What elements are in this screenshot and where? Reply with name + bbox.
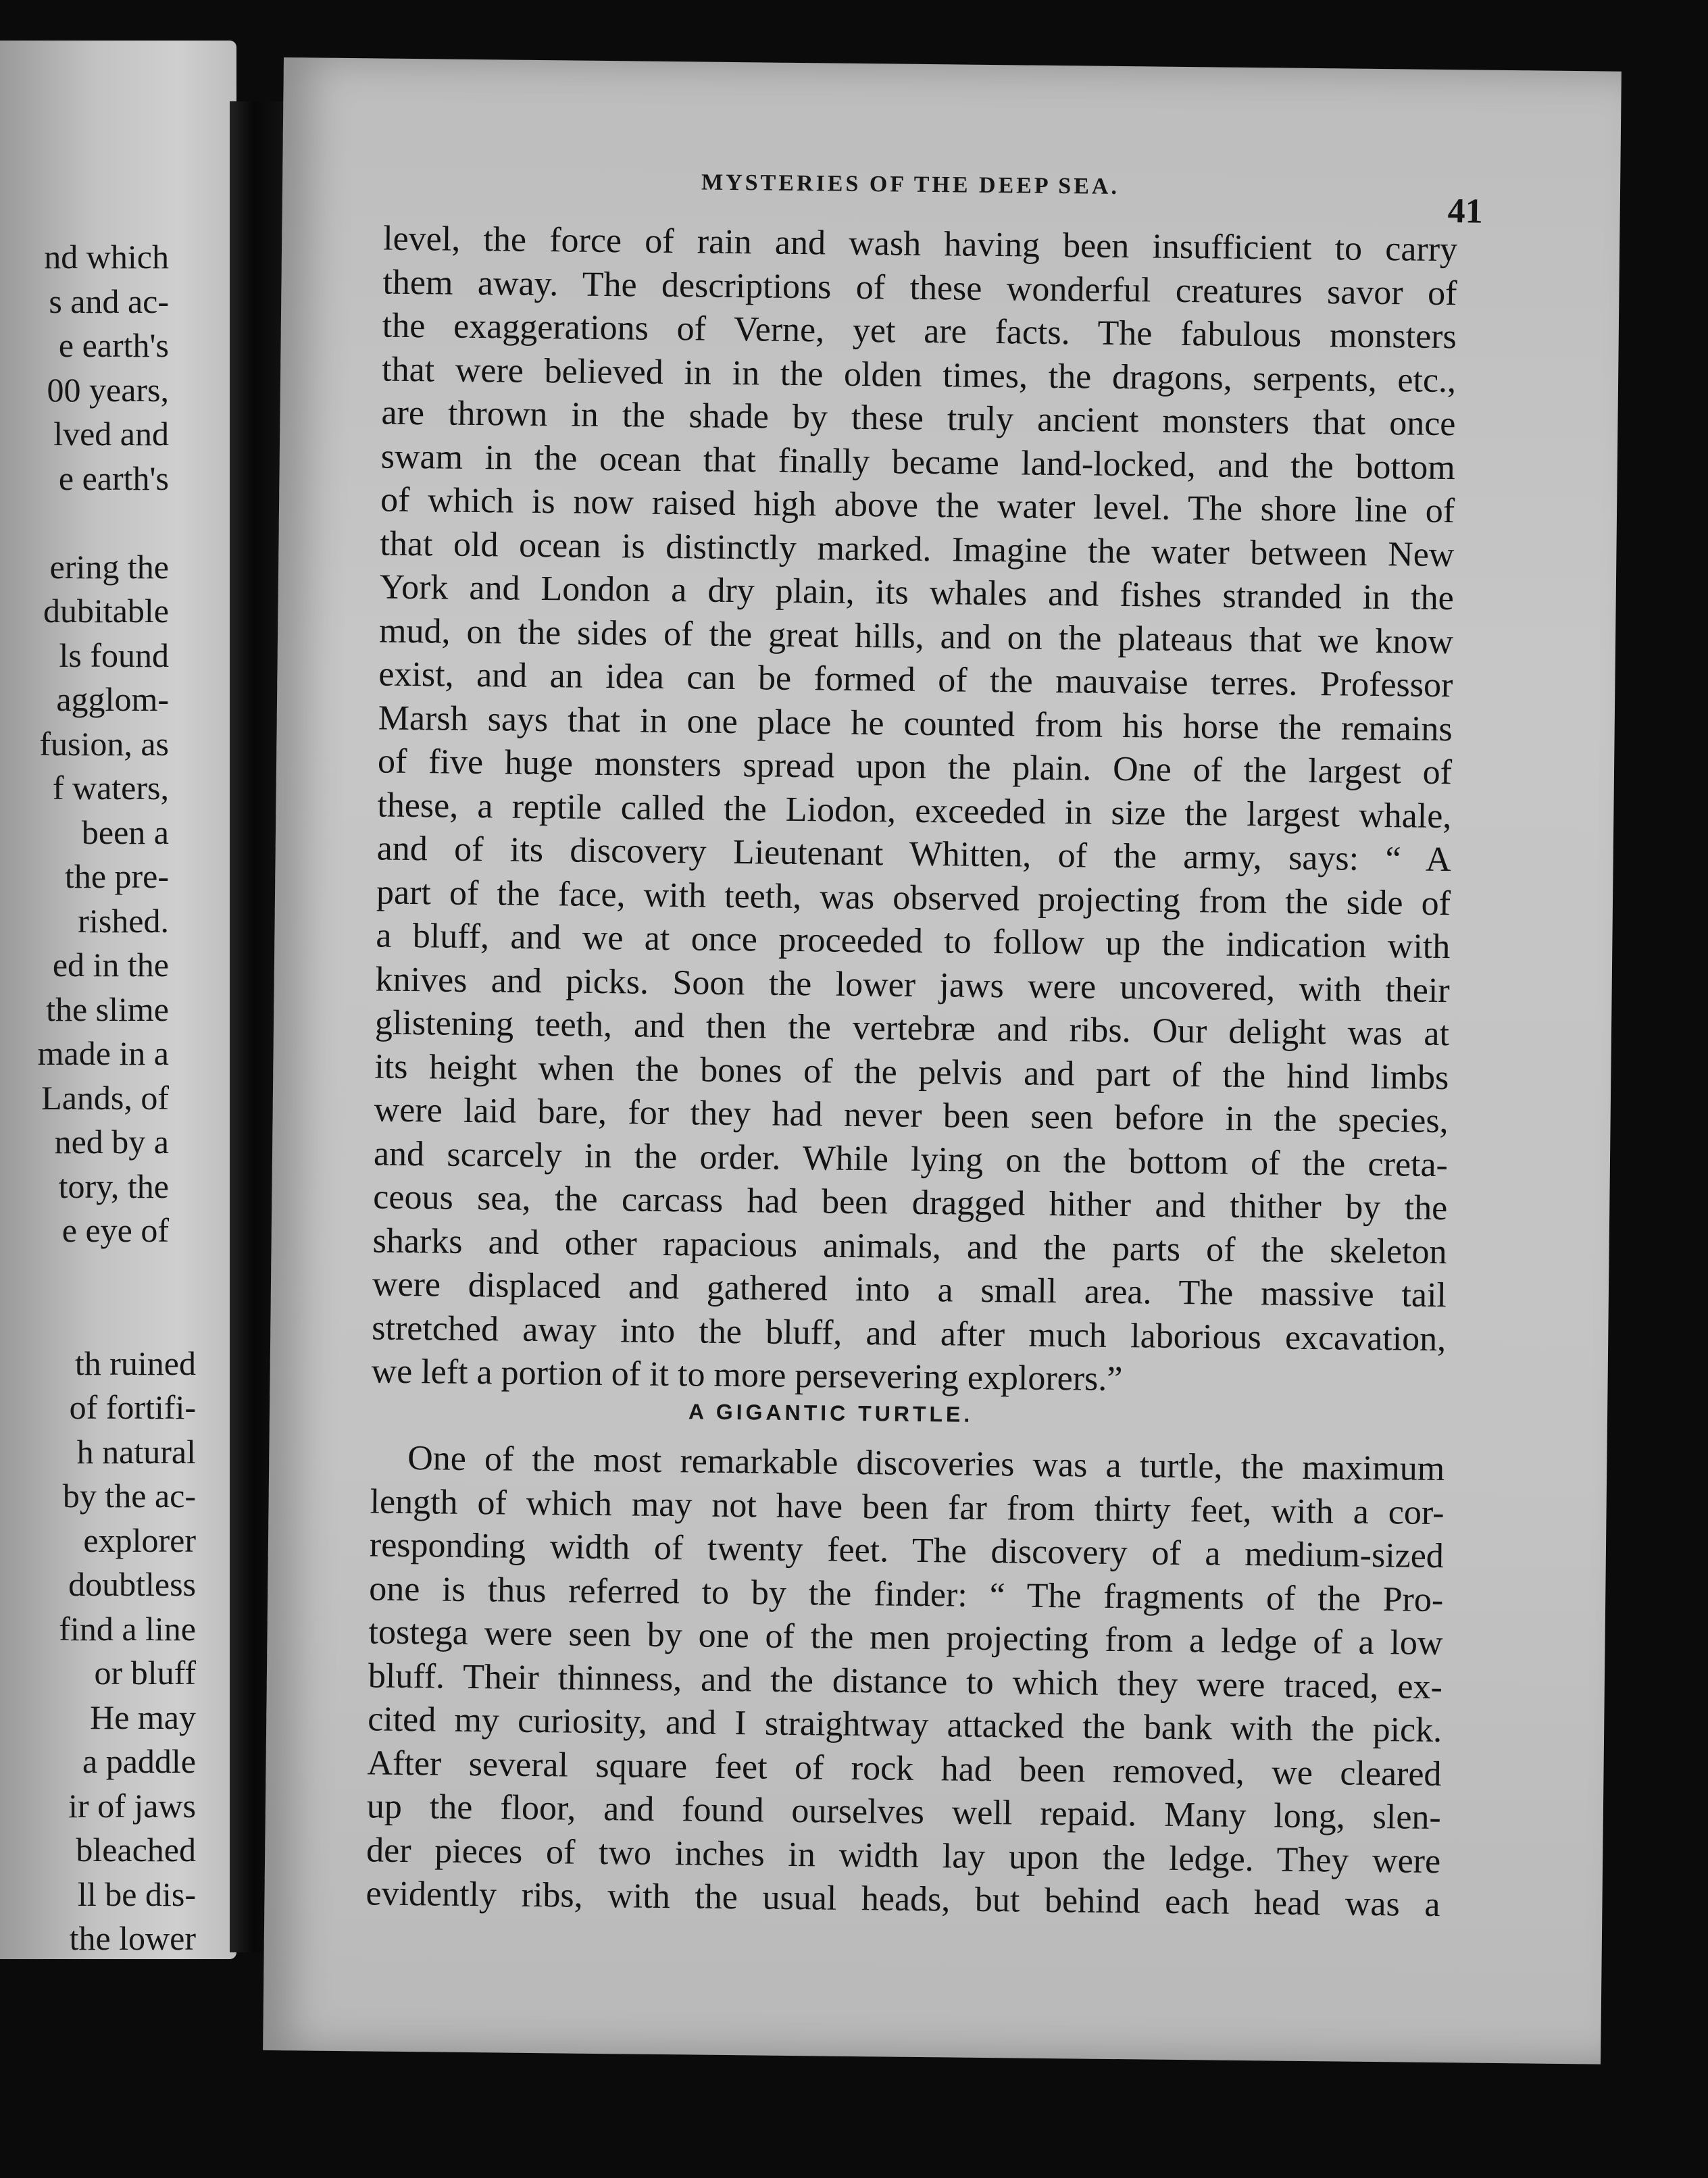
left-page-line: tory, the xyxy=(58,1167,169,1205)
body-line: that old ocean is distinctly marked. Imagine the water between New xyxy=(380,524,1455,574)
body-line: swam in the ocean that finally became land-locked, and the bottom xyxy=(380,437,1456,487)
left-page-line: of fortifi- xyxy=(69,1388,196,1426)
left-page-line: h natural xyxy=(76,1432,196,1471)
body-line: responding width of twenty feet. The discovery of a medium-sized xyxy=(369,1525,1445,1576)
left-page-line: f waters, xyxy=(52,769,169,807)
section-subheading: A GIGANTIC TURTLE. xyxy=(688,1399,974,1427)
body-line: knives and picks. Soon the lower jaws were uncovered, with their xyxy=(375,959,1450,1010)
left-page-line: 00 years, xyxy=(47,370,169,409)
left-page-line: ned by a xyxy=(54,1123,169,1161)
body-line: York and London a dry plain, its whales and fishes stranded in the xyxy=(379,567,1455,618)
body-line: these, a reptile called the Liodon, exceeded in size the largest whale, xyxy=(377,786,1452,836)
body-line: and of its discovery Lieutenant Whitten, of the army, says: “ A xyxy=(376,829,1451,880)
left-page-line: s and ac- xyxy=(49,282,169,320)
left-page-line: nd which xyxy=(44,238,169,276)
body-line: exist, and an idea can be formed of the mauvaise terres. Professor xyxy=(378,655,1453,705)
left-page-line: dubitable xyxy=(43,592,169,630)
left-page-line: by the ac- xyxy=(62,1477,196,1515)
body-line: were displaced and gathered into a small area. The massive tail xyxy=(372,1265,1447,1315)
left-page-line: explorer xyxy=(83,1521,196,1559)
left-page xyxy=(0,41,236,1959)
left-page-line: find a line xyxy=(59,1609,196,1648)
body-line: sharks and other rapacious animals, and the parts of the skeleton xyxy=(372,1221,1447,1271)
body-line: a bluff, and we at once proceeded to follow up the indication with xyxy=(376,916,1451,967)
body-line: that were believed in in the olden times, the dragons, serpents, etc., xyxy=(381,350,1457,400)
left-page-line: ll be dis- xyxy=(78,1875,196,1913)
body-line: After several square feet of rock had been removed, we cleared xyxy=(367,1743,1442,1794)
body-line: were laid bare, for they had never been seen before in the species, xyxy=(374,1090,1449,1141)
body-line: and scarcely in the order. While lying on the bottom of the creta- xyxy=(373,1134,1449,1184)
body-line: Marsh says that in one place he counted from his horse the remains xyxy=(378,699,1453,749)
body-line: up the floor, and found ourselves well repaid. Many long, slen- xyxy=(366,1787,1442,1838)
left-page-line: the pre- xyxy=(64,857,169,895)
left-page-line: fusion, as xyxy=(39,724,169,763)
page-number: 41 xyxy=(1447,192,1484,231)
body-line: them away. The descriptions of these wonderful creatures savor of xyxy=(382,263,1457,313)
body-line: we left a portion of it to more persevering explorers.” xyxy=(371,1352,1123,1399)
body-line: the exaggerations of Verne, yet are facts. The fabulous monsters xyxy=(382,306,1457,357)
body-line: level, the force of rain and wash having been insufficient to carry xyxy=(382,219,1458,270)
left-page-line: ir of jaws xyxy=(68,1786,196,1825)
left-page-line: ls found xyxy=(59,636,169,674)
left-page-line: doubtless xyxy=(68,1565,196,1603)
left-page-line: ering the xyxy=(49,547,169,586)
body-line: part of the face, with teeth, was observed projecting from the side of xyxy=(376,873,1451,923)
body-line: one is thus referred to by the finder: “ The fragments of the Pro- xyxy=(368,1569,1444,1619)
body-line: its height when the bones of the pelvis and part of the hind limbs xyxy=(374,1046,1449,1097)
body-line: evidently ribs, with the usual heads, but behind each head was a xyxy=(366,1874,1440,1925)
left-page-line: the slime xyxy=(46,990,169,1028)
body-line: length of which may not have been far from thirty feet, with a cor- xyxy=(370,1481,1445,1532)
left-page-line: been a xyxy=(81,813,169,851)
left-page-line: Lands, of xyxy=(41,1078,169,1117)
left-page-line: agglom- xyxy=(56,680,169,718)
body-line: cited my curiosity, and I straightway attacked the bank with the pick. xyxy=(367,1700,1442,1750)
body-line: bluff. Their thinness, and the distance to which they were traced, ex- xyxy=(368,1656,1443,1706)
left-page-line: e earth's xyxy=(58,326,169,364)
left-page-line: bleached xyxy=(76,1831,196,1869)
left-page-line: or bluff xyxy=(94,1654,196,1692)
right-page xyxy=(263,57,1622,2065)
left-page-line: lved and xyxy=(53,415,169,453)
body-line: of five huge monsters spread upon the plain. One of the largest of xyxy=(377,742,1453,792)
left-page-line: ed in the xyxy=(52,946,169,984)
left-page-line: a paddle xyxy=(82,1742,196,1780)
left-page-line: rished. xyxy=(78,901,169,940)
left-page-line: He may xyxy=(90,1698,196,1736)
body-line: of which is now raised high above the water level. The shore line of xyxy=(380,480,1455,531)
left-page-line: made in a xyxy=(37,1034,169,1072)
body-line: der pieces of two inches in width lay upon the ledge. They were xyxy=(366,1830,1441,1881)
body-line: tostega were seen by one of the men projecting from a ledge of a low xyxy=(368,1613,1443,1663)
running-head: MYSTERIES OF THE DEEP SEA. xyxy=(701,170,1120,199)
body-line: stretched away into the bluff, and after much laborious excavation, xyxy=(372,1308,1447,1359)
left-page-line: th ruined xyxy=(74,1344,196,1382)
body-line: One of the most remarkable discoveries was a turtle, the maximum xyxy=(407,1439,1445,1489)
left-page-line: e earth's xyxy=(58,459,169,497)
left-page-line: the lower xyxy=(69,1919,196,1957)
left-page-line: e eye of xyxy=(61,1211,169,1249)
body-line: mud, on the sides of the great hills, and on the plateaus that we know xyxy=(378,611,1454,661)
body-line: are thrown in the shade by these truly ancient monsters that once xyxy=(381,393,1456,444)
body-line: glistening teeth, and then the vertebræ and ribs. Our delight was at xyxy=(374,1003,1450,1054)
body-line: ceous sea, the carcass had been dragged hither and thither by the xyxy=(373,1177,1448,1228)
